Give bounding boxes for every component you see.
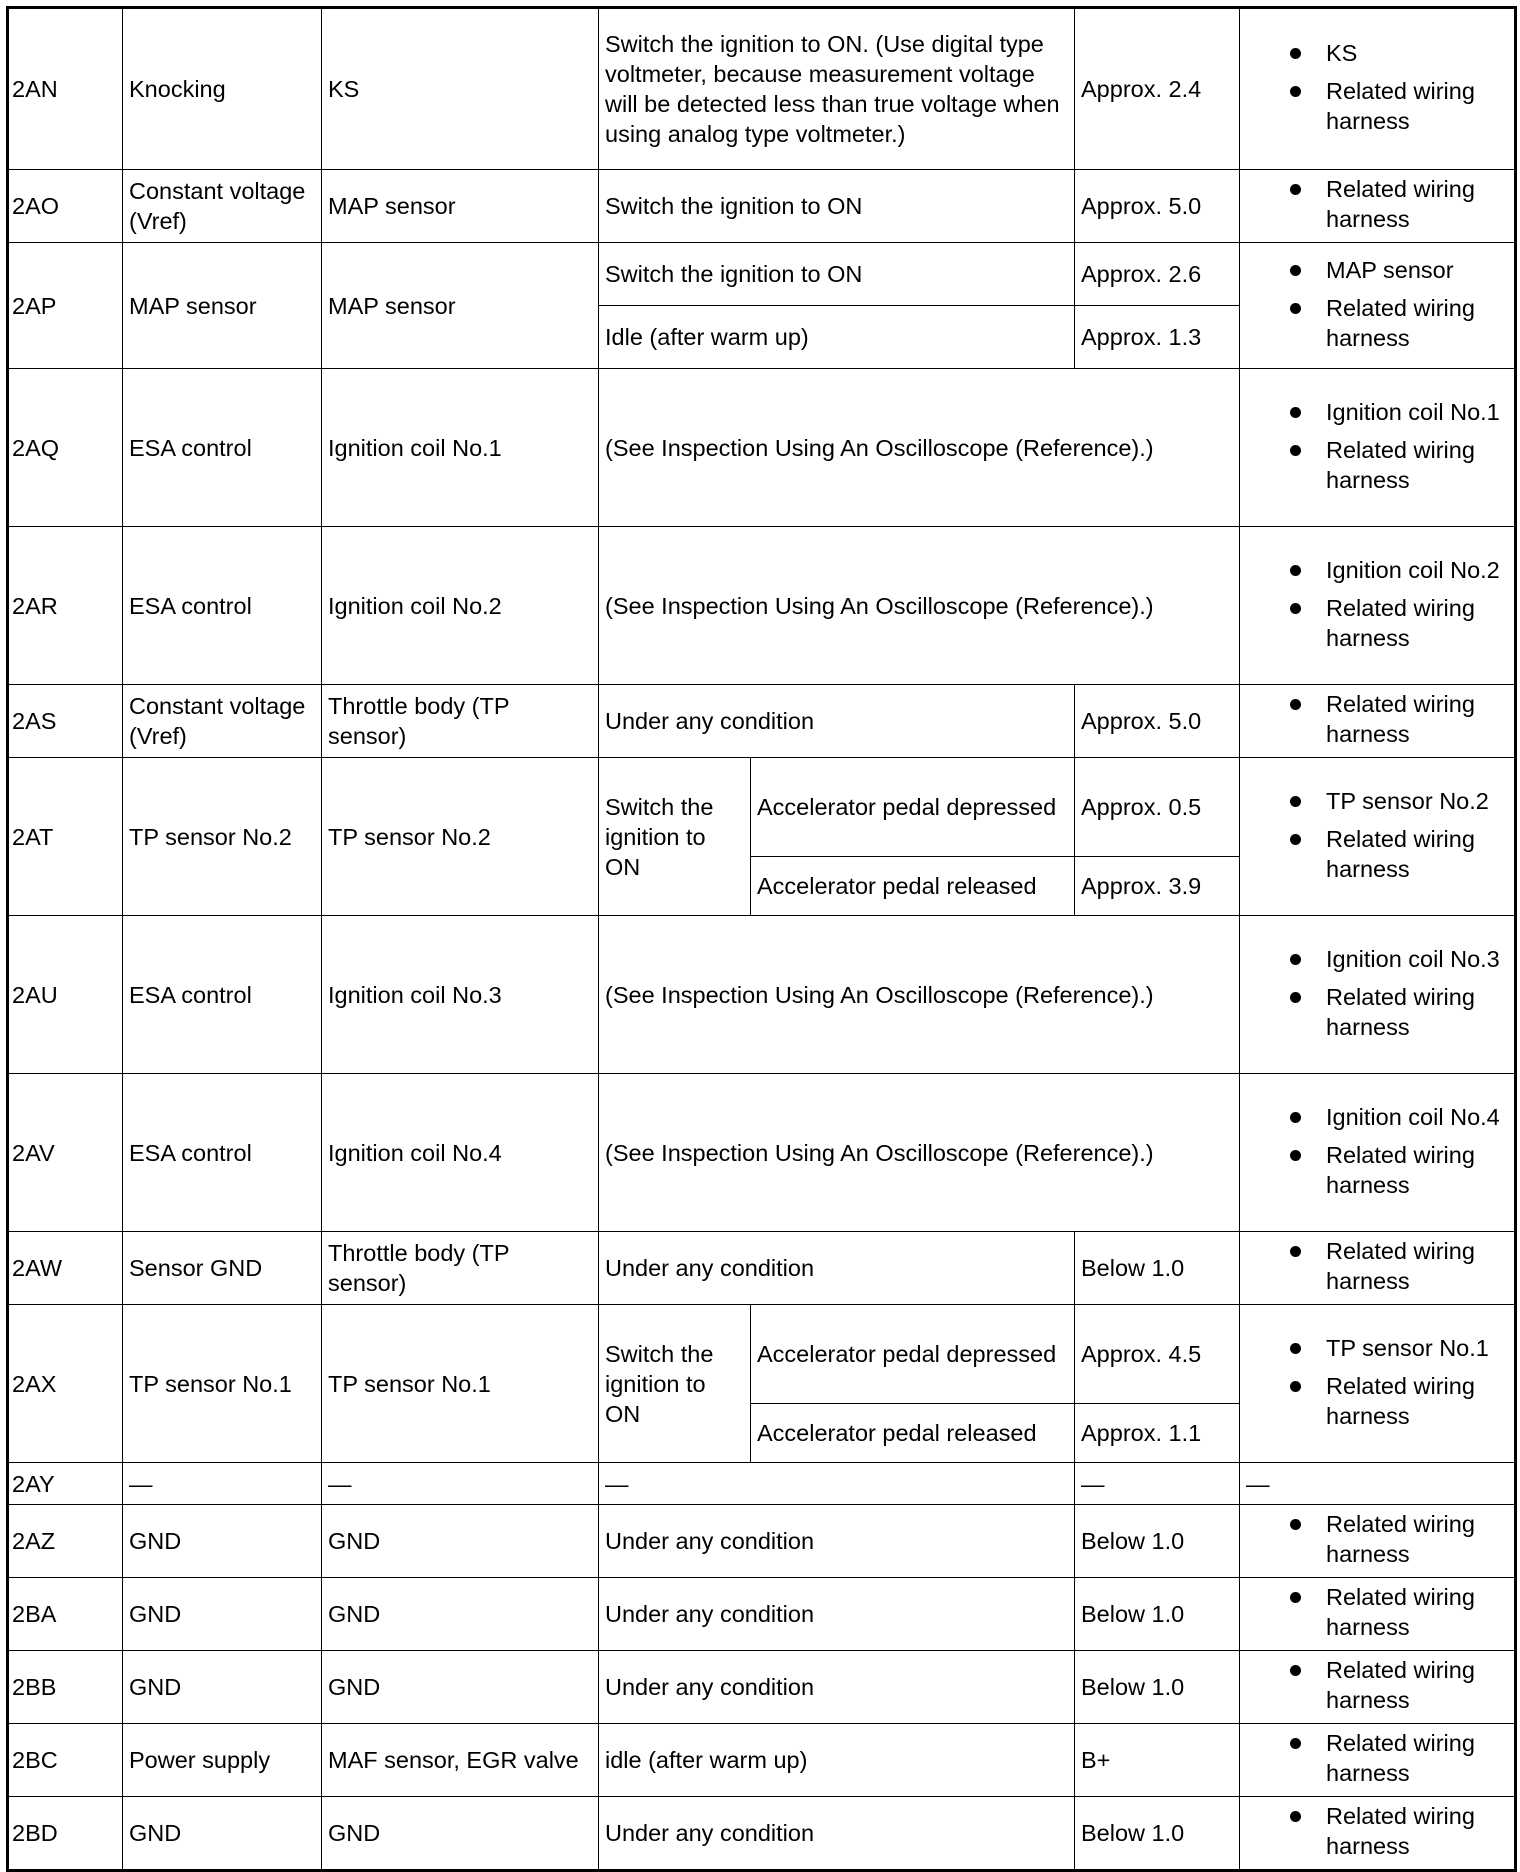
condition: Switch the ignition to ON [599, 170, 1075, 243]
bullet-icon [1290, 303, 1301, 314]
table-row [8, 527, 1516, 685]
bullet-icon [1290, 565, 1301, 576]
check-items-cell [1240, 8, 1516, 170]
condition: Under any condition [599, 1578, 1075, 1651]
check-items-list [1246, 38, 1508, 136]
specified-condition: Approx. 2.6 [1075, 243, 1240, 306]
bullet-icon [1290, 48, 1301, 59]
check-items-list [1246, 1509, 1508, 1569]
condition-group: Switch the ignition to ON [599, 758, 751, 916]
wiring-color-description: ESA control [123, 1074, 322, 1232]
condition: Switch the ignition to ON. (Use digital type voltmeter, because measurement voltage will be detected less than true voltage when using analog type voltmeter.) [599, 8, 1075, 170]
component-name: Ignition coil No.1 [322, 369, 599, 527]
condition: Idle (after warm up) [599, 306, 1075, 369]
terminal-inspection-table [6, 6, 1517, 1872]
terminal-no: 2AN [8, 8, 123, 170]
bullet-icon [1290, 1592, 1301, 1603]
check-item [1246, 1728, 1508, 1788]
specified-condition: Approx. 3.9 [1075, 857, 1240, 916]
check-items-cell [1240, 170, 1516, 243]
check-item [1246, 1509, 1508, 1569]
check-item [1246, 38, 1508, 68]
wiring-color-description: ESA control [123, 527, 322, 685]
terminal-no: 2AV [8, 1074, 123, 1232]
check-items-list [1246, 1728, 1508, 1788]
terminal-no: 2AP [8, 243, 123, 369]
specified-condition: Approx. 1.1 [1075, 1404, 1240, 1463]
table-row [8, 685, 1516, 758]
wiring-color-description: — [123, 1463, 322, 1505]
specified-condition: Approx. 0.5 [1075, 758, 1240, 857]
check-item-text: Related wiring harness [1326, 1657, 1475, 1713]
check-item [1246, 1655, 1508, 1715]
bullet-icon [1290, 1112, 1301, 1123]
table-row [8, 1463, 1516, 1505]
condition: idle (after warm up) [599, 1724, 1075, 1797]
condition: Accelerator pedal depressed [751, 1305, 1075, 1404]
check-items-cell [1240, 1232, 1516, 1305]
table-row [8, 1074, 1516, 1232]
check-item [1246, 555, 1508, 585]
check-item-text: Ignition coil No.4 [1326, 1103, 1500, 1130]
check-item [1246, 1371, 1508, 1431]
check-items-list [1246, 174, 1508, 234]
bullet-icon [1290, 954, 1301, 965]
specified-condition: Approx. 4.5 [1075, 1305, 1240, 1404]
table-row [8, 369, 1516, 527]
check-items-cell [1240, 1724, 1516, 1797]
wiring-color-description: GND [123, 1797, 322, 1871]
check-item [1246, 944, 1508, 974]
check-item-text: TP sensor No.1 [1326, 1334, 1489, 1361]
check-item-text: TP sensor No.2 [1326, 787, 1489, 814]
check-item [1246, 1102, 1508, 1132]
component-name: Ignition coil No.3 [322, 916, 599, 1074]
check-items-list [1246, 1333, 1508, 1431]
check-items-cell [1240, 685, 1516, 758]
table-row [8, 1797, 1516, 1871]
table-row [8, 1232, 1516, 1305]
table-row [8, 758, 1516, 857]
check-item [1246, 76, 1508, 136]
bullet-icon [1290, 834, 1301, 845]
terminal-no: 2AY [8, 1463, 123, 1505]
specified-condition: Below 1.0 [1075, 1797, 1240, 1871]
component-name: KS [322, 8, 599, 170]
component-name: GND [322, 1505, 599, 1578]
check-item-text: Related wiring harness [1326, 1372, 1475, 1429]
wiring-color-description: Power supply [123, 1724, 322, 1797]
check-items-cell [1240, 1074, 1516, 1232]
bullet-icon [1290, 1246, 1301, 1257]
condition: (See Inspection Using An Oscilloscope (Reference).) [599, 916, 1240, 1074]
component-name: MAF sensor, EGR valve [322, 1724, 599, 1797]
check-item [1246, 293, 1508, 353]
check-items-cell [1240, 916, 1516, 1074]
check-item-text: Related wiring harness [1326, 294, 1475, 351]
terminal-no: 2AS [8, 685, 123, 758]
check-item-text: Related wiring harness [1326, 1511, 1475, 1567]
condition: Under any condition [599, 685, 1075, 758]
check-item [1246, 397, 1508, 427]
table-row [8, 1651, 1516, 1724]
condition: Under any condition [599, 1505, 1075, 1578]
check-item-text: Related wiring harness [1326, 176, 1475, 232]
table-row [8, 170, 1516, 243]
component-name: Throttle body (TP sensor) [322, 1232, 599, 1305]
terminal-no: 2AU [8, 916, 123, 1074]
component-name: Ignition coil No.4 [322, 1074, 599, 1232]
terminal-no: 2AZ [8, 1505, 123, 1578]
check-item [1246, 1236, 1508, 1296]
bullet-icon [1290, 1811, 1301, 1822]
check-items-list [1246, 397, 1508, 495]
wiring-color-description: Knocking [123, 8, 322, 170]
wiring-color-description: GND [123, 1505, 322, 1578]
check-item-text: Related wiring harness [1326, 1803, 1475, 1859]
wiring-color-description: TP sensor No.2 [123, 758, 322, 916]
condition: Under any condition [599, 1797, 1075, 1871]
terminal-no: 2AX [8, 1305, 123, 1463]
table-row [8, 916, 1516, 1074]
check-items-cell [1240, 527, 1516, 685]
component-name: GND [322, 1797, 599, 1871]
check-items-list [1246, 255, 1508, 353]
table-row [8, 1578, 1516, 1651]
bullet-icon [1290, 1150, 1301, 1161]
check-item [1246, 1333, 1508, 1363]
wiring-color-description: GND [123, 1651, 322, 1724]
component-name: GND [322, 1578, 599, 1651]
check-item-text: Related wiring harness [1326, 78, 1475, 134]
check-item-text: Related wiring harness [1326, 983, 1475, 1040]
table-row [8, 1724, 1516, 1797]
check-item [1246, 689, 1508, 749]
bullet-icon [1290, 265, 1301, 276]
check-item-text: Related wiring harness [1326, 1584, 1475, 1640]
component-name: GND [322, 1651, 599, 1724]
specified-condition: Approx. 5.0 [1075, 170, 1240, 243]
table-row [8, 1305, 1516, 1404]
terminal-no: 2BC [8, 1724, 123, 1797]
terminal-no: 2AO [8, 170, 123, 243]
terminal-no: 2BA [8, 1578, 123, 1651]
check-item [1246, 1582, 1508, 1642]
specified-condition: Approx. 5.0 [1075, 685, 1240, 758]
check-items-cell [1240, 1578, 1516, 1651]
specified-condition: Approx. 1.3 [1075, 306, 1240, 369]
bullet-icon [1290, 1343, 1301, 1354]
condition: Accelerator pedal released [751, 1404, 1075, 1463]
specified-condition: Below 1.0 [1075, 1505, 1240, 1578]
check-items-list [1246, 1236, 1508, 1296]
check-item [1246, 435, 1508, 495]
check-items-list [1246, 944, 1508, 1042]
condition: Under any condition [599, 1651, 1075, 1724]
bullet-icon [1290, 603, 1301, 614]
bullet-icon [1290, 445, 1301, 456]
table-row [8, 1505, 1516, 1578]
table-row [8, 243, 1516, 306]
wiring-color-description: TP sensor No.1 [123, 1305, 322, 1463]
wiring-color-description: Constant voltage (Vref) [123, 685, 322, 758]
condition: (See Inspection Using An Oscilloscope (Reference).) [599, 1074, 1240, 1232]
terminal-no: 2AQ [8, 369, 123, 527]
component-name: MAP sensor [322, 243, 599, 369]
terminal-no: 2AR [8, 527, 123, 685]
bullet-icon [1290, 407, 1301, 418]
condition-group: Switch the ignition to ON [599, 1305, 751, 1463]
table-row [8, 8, 1516, 170]
bullet-icon [1290, 992, 1301, 1003]
bullet-icon [1290, 1665, 1301, 1676]
check-item-text: Ignition coil No.3 [1326, 945, 1500, 972]
bullet-icon [1290, 1381, 1301, 1392]
condition: — [599, 1463, 1075, 1505]
check-items-list [1246, 1801, 1508, 1861]
check-item [1246, 174, 1508, 234]
condition: Switch the ignition to ON [599, 243, 1075, 306]
terminal-no: 2AW [8, 1232, 123, 1305]
terminal-no: 2BD [8, 1797, 123, 1871]
check-items-cell [1240, 1505, 1516, 1578]
specified-condition: Below 1.0 [1075, 1651, 1240, 1724]
check-item-text: Related wiring harness [1326, 594, 1475, 651]
check-items-cell [1240, 243, 1516, 369]
check-items-list [1246, 786, 1508, 884]
component-name: Ignition coil No.2 [322, 527, 599, 685]
check-item-text: KS [1326, 40, 1358, 66]
component-name: — [322, 1463, 599, 1505]
wiring-color-description: ESA control [123, 369, 322, 527]
condition: (See Inspection Using An Oscilloscope (Reference).) [599, 369, 1240, 527]
check-items-cell [1240, 1305, 1516, 1463]
specified-condition: — [1075, 1463, 1240, 1505]
specified-condition: Approx. 2.4 [1075, 8, 1240, 170]
terminal-no: 2BB [8, 1651, 123, 1724]
check-item [1246, 824, 1508, 884]
check-item-text: Related wiring harness [1326, 436, 1475, 493]
wiring-color-description: ESA control [123, 916, 322, 1074]
condition: Under any condition [599, 1232, 1075, 1305]
bullet-icon [1290, 699, 1301, 710]
condition: Accelerator pedal released [751, 857, 1075, 916]
wiring-color-description: Constant voltage (Vref) [123, 170, 322, 243]
condition: (See Inspection Using An Oscilloscope (Reference).) [599, 527, 1240, 685]
check-items-cell [1240, 1797, 1516, 1871]
terminal-no: 2AT [8, 758, 123, 916]
wiring-color-description: Sensor GND [123, 1232, 322, 1305]
check-item-text: MAP sensor [1326, 256, 1454, 283]
check-items-list [1246, 1655, 1508, 1715]
component-name: Throttle body (TP sensor) [322, 685, 599, 758]
check-item [1246, 1140, 1508, 1200]
check-items-list [1246, 689, 1508, 749]
check-item-text: Related wiring harness [1326, 825, 1475, 882]
check-item-text: Related wiring harness [1326, 1238, 1475, 1294]
wiring-color-description: GND [123, 1578, 322, 1651]
bullet-icon [1290, 86, 1301, 97]
check-item-text: Related wiring harness [1326, 1141, 1475, 1198]
check-items-cell [1240, 758, 1516, 916]
condition: Accelerator pedal depressed [751, 758, 1075, 857]
check-item-text: Ignition coil No.1 [1326, 398, 1500, 425]
check-item-text: Related wiring harness [1326, 1730, 1475, 1786]
check-items-cell [1240, 1651, 1516, 1724]
specified-condition: Below 1.0 [1075, 1232, 1240, 1305]
check-items-cell: — [1240, 1463, 1516, 1505]
check-items-list [1246, 555, 1508, 653]
bullet-icon [1290, 1519, 1301, 1530]
check-item [1246, 982, 1508, 1042]
wiring-color-description: MAP sensor [123, 243, 322, 369]
check-item-text: Related wiring harness [1326, 691, 1475, 747]
check-item [1246, 786, 1508, 816]
component-name: TP sensor No.1 [322, 1305, 599, 1463]
check-item [1246, 593, 1508, 653]
bullet-icon [1290, 796, 1301, 807]
bullet-icon [1290, 184, 1301, 195]
check-items-cell [1240, 369, 1516, 527]
specified-condition: Below 1.0 [1075, 1578, 1240, 1651]
component-name: MAP sensor [322, 170, 599, 243]
check-items-list [1246, 1582, 1508, 1642]
specified-condition: B+ [1075, 1724, 1240, 1797]
bullet-icon [1290, 1738, 1301, 1749]
check-items-list [1246, 1102, 1508, 1200]
check-item-text: Ignition coil No.2 [1326, 556, 1500, 583]
check-item [1246, 1801, 1508, 1861]
component-name: TP sensor No.2 [322, 758, 599, 916]
check-item [1246, 255, 1508, 285]
